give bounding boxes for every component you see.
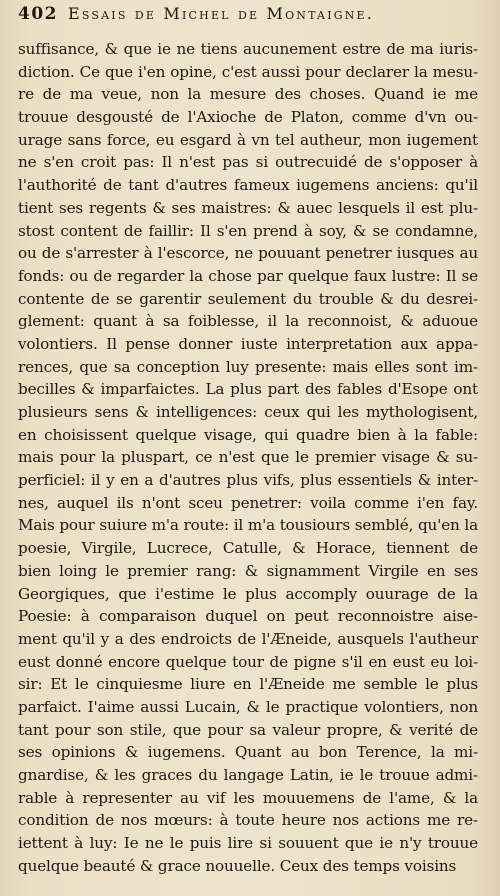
text-line: tant pour son stile, que pour sa valeur propre, & verité de <box>18 720 478 739</box>
text-line: urage sans force, eu esgard à vn tel autheur, mon iugement <box>18 130 478 149</box>
text-line: diction. Ce que i'en opine, c'est aussi pour declarer la mesu- <box>18 62 478 81</box>
text-line: mais pour la pluspart, ce n'est que le premier visage & su- <box>18 448 478 467</box>
text-line: Poesie: à comparaison duquel on peut reconnoistre aise- <box>18 607 478 626</box>
text-line: rences, que sa conception luy presente: mais elles sont im- <box>18 357 478 376</box>
text-line: plusieurs sens & intelligences: ceux qui les mythologisent, <box>18 403 478 421</box>
page-number: 402 <box>18 4 58 24</box>
text-line: poesie, Virgile, Lucrece, Catulle, & Horace, tiennent de <box>18 539 478 558</box>
text-line: eust donné encore quelque tour de pigne s'il en eust eu loi- <box>18 652 478 671</box>
text-line: contente de se garentir seulement du trouble & du desrei- <box>18 289 478 308</box>
text-line: iettent à luy: Ie ne le puis lire si souuent que ie n'y trouue <box>18 834 478 853</box>
page-header <box>18 4 480 34</box>
text-line: nes, auquel ils n'ont sceu penetrer: voila comme i'en fay. <box>18 493 478 512</box>
text-line: l'authorité de tant d'autres fameux iugemens anciens: qu'il <box>18 176 478 195</box>
text-line: ses opinions & iugemens. Quant au bon Terence, la mi- <box>18 743 478 762</box>
text-line: Mais pour suiure m'a route: il m'a tousiours semblé, qu'en la <box>18 516 478 535</box>
text-line: trouue desgousté de l'Axioche de Platon, comme d'vn ou- <box>18 108 478 127</box>
text-line: stost content de faillir: Il s'en prend à soy, & se condamne, <box>18 221 478 240</box>
text-line: tient ses regents & ses maistres: & auec lesquels il est plu- <box>18 198 478 217</box>
text-line: volontiers. Il pense donner iuste interpretation aux appa- <box>18 334 478 353</box>
text-line: condition de nos mœurs: à toute heure nos actions me re- <box>18 811 478 830</box>
text-line: ment qu'il y a des endroicts de l'Æneide, ausquels l'autheur <box>18 629 478 648</box>
text-line: rable à representer au vif les mouuemens de l'ame, & la <box>18 788 478 807</box>
text-line: sir: Et le cinquiesme liure en l'Æneide me semble le plus <box>18 675 478 694</box>
text-line: suffisance, & que ie ne tiens aucunement estre de ma iuris- <box>18 40 478 58</box>
text-line: becilles & imparfaictes. La plus part des fables d'Esope ont <box>18 380 478 399</box>
text-line: quelque beauté & grace nouuelle. Ceux des temps voisins <box>18 856 457 875</box>
body-text <box>18 38 478 877</box>
text-line: parfaict. I'aime aussi Lucain, & le practique volontiers, non <box>18 697 478 716</box>
text-line: re de ma veue, non la mesure des choses. Quand ie me <box>18 85 478 104</box>
running-title: Essais de Michel de Montaigne. <box>68 4 375 23</box>
text-line: ou de s'arrester à l'escorce, ne pouuant penetrer iusques au <box>18 244 478 263</box>
text-line: bien loing le premier rang: & signamment Virgile en ses <box>18 561 478 580</box>
text-line: gnardise, & les graces du langage Latin, ie le trouue admi- <box>18 766 478 784</box>
text-line: perficiel: il y en a d'autres plus vifs, plus essentiels & inter- <box>18 471 478 490</box>
text-line: ne s'en croit pas: Il n'est pas si outrecuidé de s'opposer à <box>18 153 478 172</box>
text-line: Georgiques, que i'estime le plus accomply ouurage de la <box>18 584 478 603</box>
text-line: glement: quant à sa foiblesse, il la reconnoist, & aduoue <box>18 312 478 331</box>
text-line: fonds: ou de regarder la chose par quelque faux lustre: Il se <box>18 266 478 285</box>
text-line: en choisissent quelque visage, qui quadre bien à la fable: <box>18 425 478 444</box>
